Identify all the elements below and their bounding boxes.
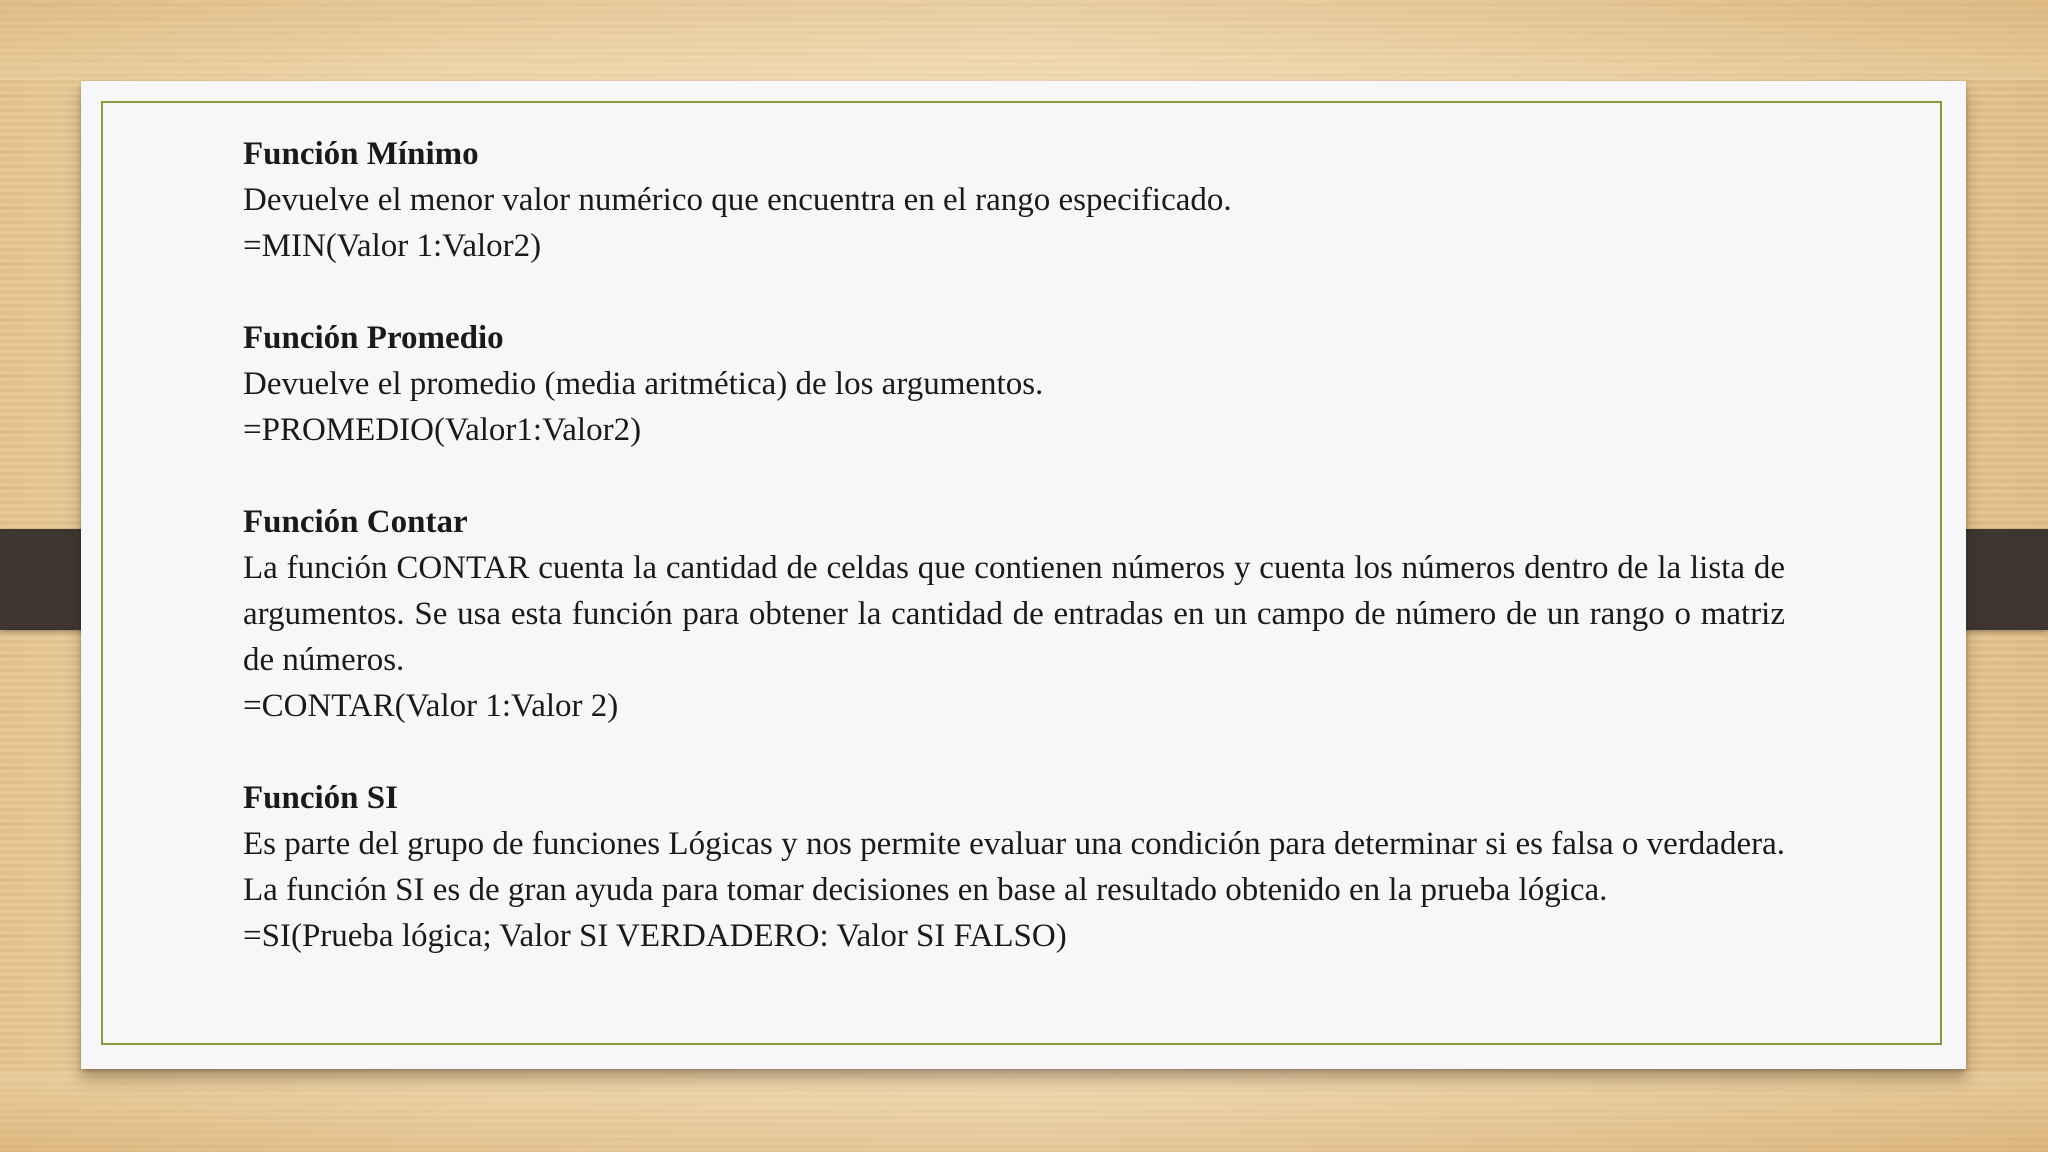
section-formula: =SI(Prueba lógica; Valor SI VERDADERO: Valor SI FALSO): [243, 918, 1067, 954]
wood-background-top: [0, 0, 2048, 80]
section-promedio: [243, 315, 1785, 453]
wood-background-bottom: [0, 1072, 2048, 1152]
section-contar: [243, 499, 1785, 729]
section-si: [243, 775, 1785, 959]
section-formula: =MIN(Valor 1:Valor2): [243, 228, 542, 264]
section-heading: Función SI: [243, 780, 398, 816]
section-description: Devuelve el menor valor numérico que encuentra en el rango especificado.: [243, 182, 1232, 218]
section-formula: =CONTAR(Valor 1:Valor 2): [243, 688, 619, 724]
section-minimo: [243, 131, 1785, 269]
section-heading: Función Mínimo: [243, 136, 479, 172]
slide-content: [243, 131, 1785, 959]
slide-card: [81, 81, 1966, 1069]
section-formula: =PROMEDIO(Valor1:Valor2): [243, 412, 642, 448]
section-description: La función CONTAR cuenta la cantidad de celdas que contienen números y cuenta los números dentro de la lista de argumentos. Se usa esta función para obtener la cantidad de entradas en un campo de número de un rango o matriz de números.: [243, 550, 1785, 678]
section-description: Es parte del grupo de funciones Lógicas y nos permite evaluar una condición para determinar si es falsa o verdadera. La función SI es de gran ayuda para tomar decisiones en base al resultado obtenido en la prueba lógica.: [243, 826, 1785, 908]
section-description: Devuelve el promedio (media aritmética) de los argumentos.: [243, 366, 1044, 402]
section-heading: Función Contar: [243, 504, 468, 540]
section-heading: Función Promedio: [243, 320, 504, 356]
